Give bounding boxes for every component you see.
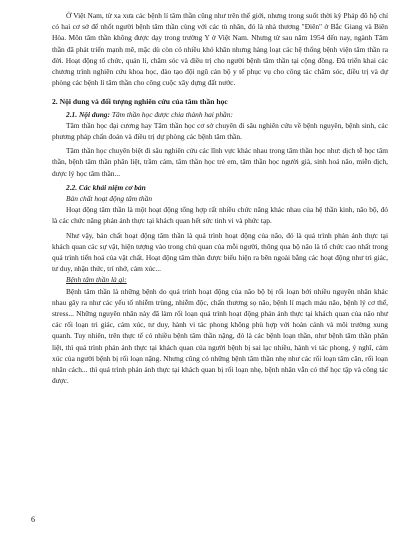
body-paragraph: Tâm thần học chuyên biệt đi sâu nghiên cứu các lĩnh vực khác nhau trong tâm thần học như: dịch tễ học tâm thần, bệnh tâm thần phân liệt, trầm cảm, tâm thần học trẻ em, tâm thần học người già, sinh hoá não, miễn dịch, dược lý học tâm thần... [52, 146, 388, 178]
definition-paragraph: Bệnh tâm thần là những bệnh do quá trình hoạt động của não bộ bị rối loạn bởi nhiều nguyên nhân khác nhau gây ra như các yếu tố nhiễm trùng, nhiễm độc, chấn thương sọ não, bệnh lí mạch máu não, bệnh lý cơ thể, stress... Những nguyên nhân này đã làm rối loạn quá trình hoạt động phản ánh thực tại khách quan của não như các rối loạn tri giác, cảm xúc, tư duy, hành vi tác phong không phù hợp với hoàn cảnh và môi trường xung quanh. Tuy nhiên, trên thực tế có nhiều bệnh tâm thần nặng, đó là các bệnh loạn thần, như bệnh tâm thần phân liệt, thì quá trình phản ánh thực tại khách quan của người bệnh bị sai lạc nhiều, hành vi tác phong, ý nghĩ, cảm xúc của người bệnh bị rối loạn nặng. Nhưng cũng có những bệnh tâm thần nhẹ như các rối loạn tâm căn, rối loạn nhân cách... thì quá trình phản ánh thực tại khách quan bị rối loạn nhẹ, bệnh nhân vẫn có thể học tập và công tác được. [52, 286, 388, 386]
subsection-concepts-heading: 2.2. Các khái niệm cơ bản [66, 182, 146, 192]
subsection-text: Tâm thần học được chia thành hai phần: [111, 109, 233, 119]
intro-paragraph: Ở Việt Nam, từ xa xưa các bệnh lí tâm thần cũng như trên thế giới, nhưng trong suốt thời kỳ Pháp đô hộ chỉ có hai cơ sở để nhốt người bệnh tâm thần cùng với các tù nhân, đó là nhà thương "Điên" ở Bắc Giang và Biên Hòa. Môn tâm thần không được dạy trong trường Y ở Việt Nam. Nhưng từ sau năm 1954 đến nay, ngành Tâm thần đã phát triển mạnh mẽ, mặc dù còn có nhiều khó khăn nhưng hàng loạt các hệ thống bệnh viện tâm thần ra đời. Hoạt động tổ chức, quản lí, chăm sóc và điều trị cho người bệnh tâm thần tại cộng đồng. Đã triển khai các chương trình nghiên cứu khoa học, đào tạo đội ngũ cán bộ y tế phục vụ cho công tác chăm sóc, điều trị và dự phòng các bệnh lí tâm thần cho công cuộc xây dựng đất nước. [52, 11, 388, 88]
subsection-content-heading [52, 109, 388, 120]
definition-label-text: Bệnh tâm thần là gì: [66, 275, 127, 285]
subsection-label: Nội dung: [78, 109, 110, 119]
nature-subheading: Bản chất hoạt động tâm thần [66, 194, 153, 204]
page-number: 6 [31, 515, 35, 524]
document-page [52, 10, 388, 387]
section-heading: 2. Nội dung và đối tượng nghiên cứu của tâm thần học [52, 97, 228, 107]
body-paragraph: Hoạt động tâm thần là một hoạt động tổng hợp rất nhiều chức năng khác nhau của hệ thần kinh, não bộ, đó là các chức năng phản ánh thực tại khách quan hết sức tinh vi và phức tạp. [52, 205, 388, 226]
definition-label [52, 274, 388, 285]
subsection-number: 2.1. [66, 109, 78, 119]
body-paragraph: Như vậy, bản chất hoạt động tâm thần là quá trình hoạt động của não, đó là quá trình phản ánh thực tại khách quan các sự vật, hiện tượng vào trong chủ quan của mỗi người, thông qua bộ não là tổ chức cao nhất trong quá trình tiến hoá của vật chất. Hoạt động tâm thần được biểu hiện ra bên ngoài bằng các hoạt động như tri giác, tư duy, nhận thức, trí nhớ, cảm xúc... [52, 230, 388, 274]
body-paragraph: Tâm thần học đại cương hay Tâm thần học cơ sở chuyên đi sâu nghiên cứu về bệnh nguyên, bệnh sinh, các phương pháp chẩn đoán và điều trị dự phòng các bệnh tâm thần. [52, 120, 388, 142]
